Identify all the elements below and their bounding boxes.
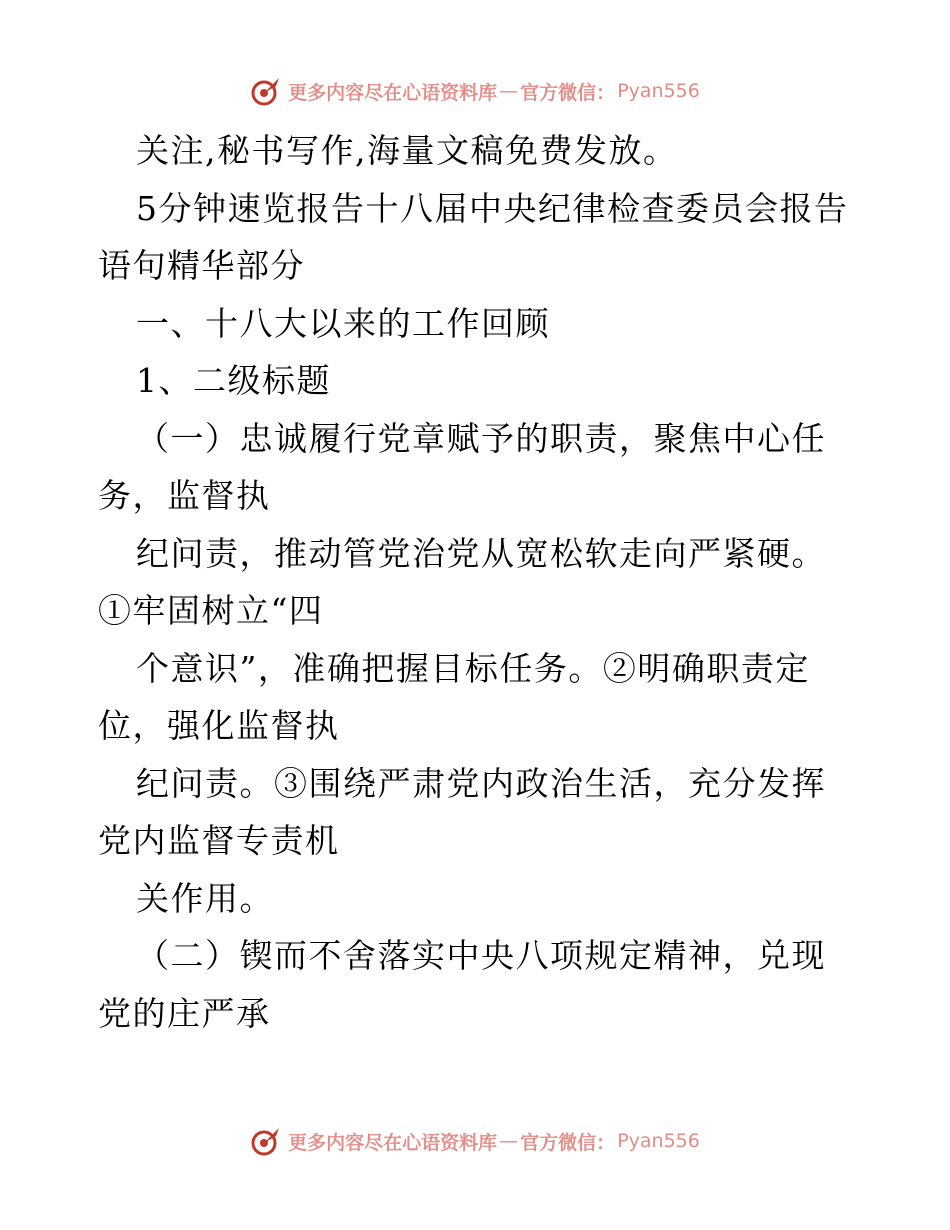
footer-watermark bbox=[0, 1121, 950, 1161]
document-title: 5分钟速览报告十八届中央纪律检查委员会报告语句精华部分 bbox=[98, 188, 849, 285]
body-paragraph: 关作用。 bbox=[136, 878, 274, 918]
watermark-label: 官方微信： bbox=[520, 1131, 616, 1154]
watermark-brand: 更多内容尽在心语资料库 bbox=[288, 81, 498, 104]
watermark-wechat-id: Pyan556 bbox=[617, 80, 700, 102]
header-watermark bbox=[0, 71, 950, 111]
quill-logo-icon bbox=[250, 1125, 282, 1157]
body-paragraph: 个意识”，准确把握目标任务。②明确职责定位，强化监督执 bbox=[98, 648, 810, 745]
body-paragraph: 纪问责。③围绕严肃党内政治生活，充分发挥党内监督专责机 bbox=[98, 763, 826, 860]
section-heading: 一、十八大以来的工作回顾 bbox=[136, 303, 550, 343]
watermark-separator: — bbox=[499, 80, 519, 102]
quill-logo-icon bbox=[250, 75, 282, 107]
intro-paragraph: 关注,秘书写作,海量文稿免费发放。 bbox=[136, 131, 678, 170]
body-paragraph: （二）锲而不舍落实中央八项规定精神，兑现党的庄严承 bbox=[98, 936, 826, 1033]
watermark-wechat-id: Pyan556 bbox=[617, 1130, 700, 1152]
watermark-separator: — bbox=[499, 1130, 519, 1152]
body-paragraph: 纪问责，推动管党治党从宽松软走向严紧硬。①牢固树立“四 bbox=[98, 533, 826, 630]
watermark-brand: 更多内容尽在心语资料库 bbox=[288, 1131, 498, 1154]
body-paragraph: （一）忠诚履行党章赋予的职责，聚焦中心任务，监督执 bbox=[98, 418, 826, 515]
document-body bbox=[98, 122, 858, 1042]
subsection-heading: 1、二级标题 bbox=[136, 361, 331, 400]
watermark-label: 官方微信： bbox=[520, 81, 616, 104]
